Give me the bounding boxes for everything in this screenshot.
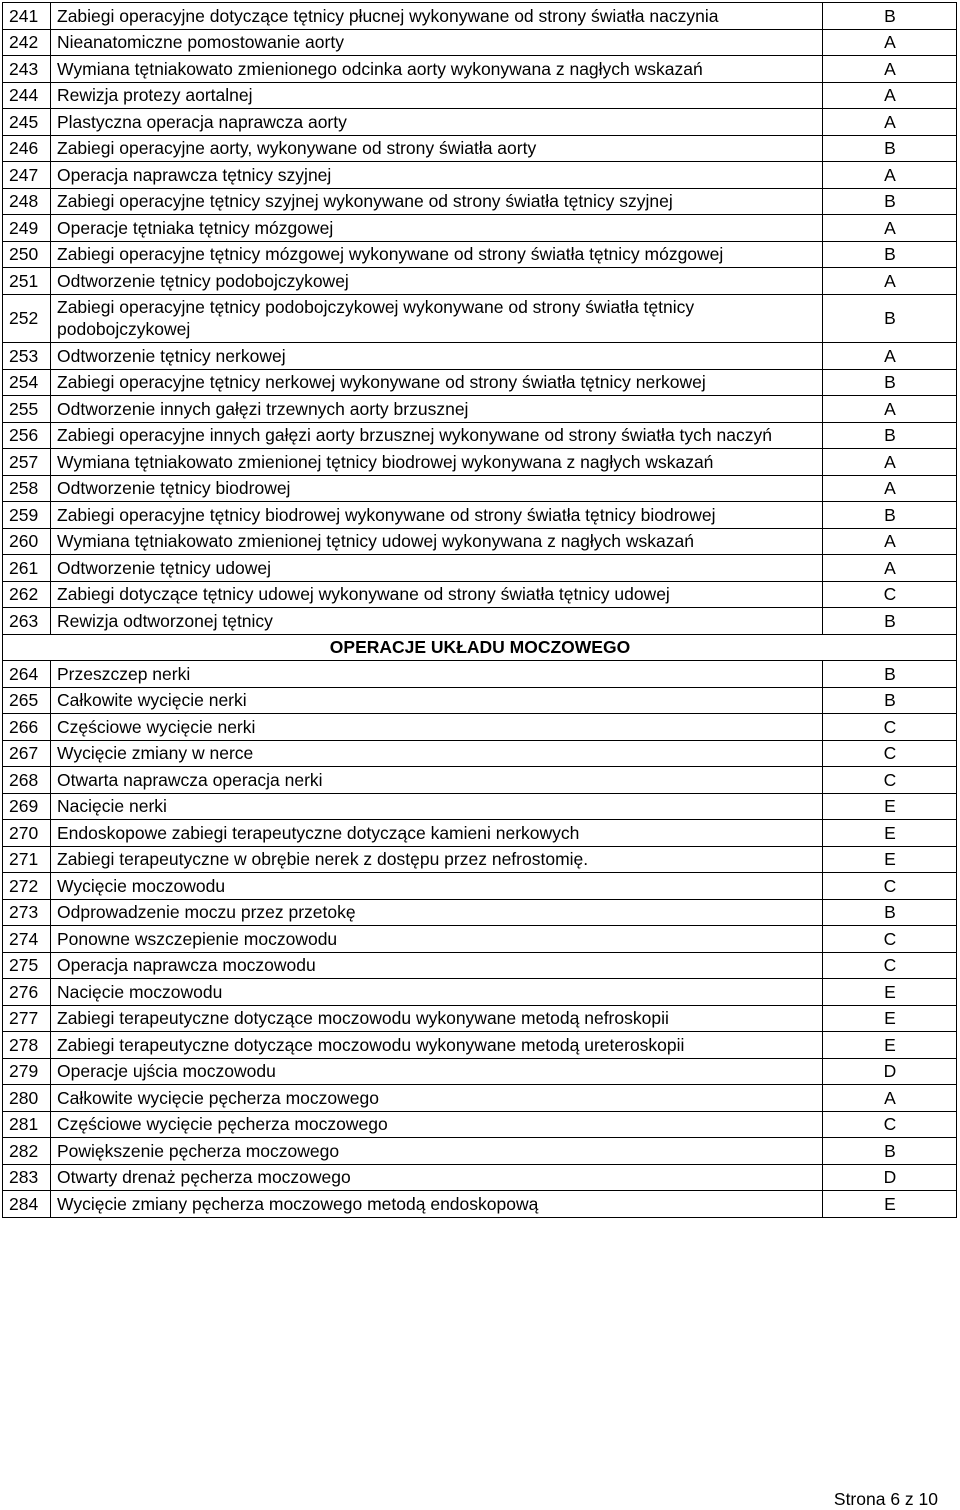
table-row xyxy=(3,294,957,343)
procedure-group: A xyxy=(823,528,957,555)
procedure-number: 242 xyxy=(3,29,51,56)
table-row xyxy=(3,793,957,820)
procedure-name: Częściowe wycięcie pęcherza moczowego xyxy=(51,1111,823,1138)
procedure-number: 245 xyxy=(3,109,51,136)
procedure-name: Endoskopowe zabiegi terapeutyczne dotyczące kamieni nerkowych xyxy=(51,820,823,847)
page-footer: Strona 6 z 10 xyxy=(833,1489,938,1509)
procedure-group: E xyxy=(823,1032,957,1059)
procedure-name: Zabiegi terapeutyczne dotyczące moczowodu wykonywane metodą nefroskopii xyxy=(51,1005,823,1032)
procedure-name: Otwarta naprawcza operacja nerki xyxy=(51,767,823,794)
procedure-group: A xyxy=(823,215,957,242)
table-row xyxy=(3,449,957,476)
procedure-number: 264 xyxy=(3,661,51,688)
table-row xyxy=(3,422,957,449)
table-row xyxy=(3,396,957,423)
procedure-number: 260 xyxy=(3,528,51,555)
procedure-name: Odtworzenie tętnicy nerkowej xyxy=(51,343,823,370)
procedure-name: Całkowite wycięcie pęcherza moczowego xyxy=(51,1085,823,1112)
procedure-group: A xyxy=(823,162,957,189)
procedure-name: Otwarty drenaż pęcherza moczowego xyxy=(51,1164,823,1191)
procedure-name: Zabiegi operacyjne tętnicy podobojczykowej wykonywane od strony światła tętnicy podobojczykowej xyxy=(51,294,823,343)
procedure-number: 280 xyxy=(3,1085,51,1112)
procedure-name: Nacięcie nerki xyxy=(51,793,823,820)
procedure-number: 258 xyxy=(3,475,51,502)
procedure-name: Rewizja protezy aortalnej xyxy=(51,82,823,109)
table-row xyxy=(3,215,957,242)
procedure-name: Rewizja odtworzonej tętnicy xyxy=(51,608,823,635)
table-row xyxy=(3,1111,957,1138)
procedure-number: 265 xyxy=(3,687,51,714)
section-heading-row xyxy=(3,634,957,661)
table-row xyxy=(3,581,957,608)
procedure-group: B xyxy=(823,422,957,449)
procedure-group: B xyxy=(823,899,957,926)
procedure-group: C xyxy=(823,767,957,794)
procedure-group: B xyxy=(823,135,957,162)
procedure-name: Zabiegi operacyjne tętnicy mózgowej wykonywane od strony światła tętnicy mózgowej xyxy=(51,241,823,268)
table-row xyxy=(3,926,957,953)
procedure-number: 256 xyxy=(3,422,51,449)
procedure-group: E xyxy=(823,793,957,820)
procedure-group: B xyxy=(823,241,957,268)
procedure-number: 279 xyxy=(3,1058,51,1085)
procedure-number: 251 xyxy=(3,268,51,295)
table-row xyxy=(3,1032,957,1059)
table-row xyxy=(3,3,957,30)
procedure-group: A xyxy=(823,268,957,295)
procedure-group: B xyxy=(823,3,957,30)
procedure-name: Plastyczna operacja naprawcza aorty xyxy=(51,109,823,136)
table-row xyxy=(3,1191,957,1218)
procedure-number: 282 xyxy=(3,1138,51,1165)
procedure-name: Odtworzenie innych gałęzi trzewnych aorty brzusznej xyxy=(51,396,823,423)
procedure-number: 277 xyxy=(3,1005,51,1032)
procedure-number: 249 xyxy=(3,215,51,242)
procedure-number: 275 xyxy=(3,952,51,979)
section-heading: OPERACJE UKŁADU MOCZOWEGO xyxy=(3,634,957,661)
procedure-name: Nieanatomiczne pomostowanie aorty xyxy=(51,29,823,56)
procedure-number: 254 xyxy=(3,369,51,396)
procedure-group: B xyxy=(823,294,957,343)
procedure-name: Ponowne wszczepienie moczowodu xyxy=(51,926,823,953)
procedure-name: Operacja naprawcza tętnicy szyjnej xyxy=(51,162,823,189)
procedure-number: 253 xyxy=(3,343,51,370)
table-row xyxy=(3,241,957,268)
procedure-name: Nacięcie moczowodu xyxy=(51,979,823,1006)
procedure-number: 248 xyxy=(3,188,51,215)
procedure-group: D xyxy=(823,1058,957,1085)
procedure-number: 241 xyxy=(3,3,51,30)
table-row xyxy=(3,714,957,741)
procedure-name: Zabiegi terapeutyczne w obrębie nerek z dostępu przez nefrostomię. xyxy=(51,846,823,873)
procedure-group: B xyxy=(823,608,957,635)
procedure-number: 243 xyxy=(3,56,51,83)
table-row xyxy=(3,555,957,582)
table-row xyxy=(3,979,957,1006)
table-row xyxy=(3,109,957,136)
table-row xyxy=(3,56,957,83)
table-row xyxy=(3,29,957,56)
procedure-group: B xyxy=(823,661,957,688)
table-row xyxy=(3,369,957,396)
procedure-number: 283 xyxy=(3,1164,51,1191)
table-row xyxy=(3,608,957,635)
procedure-name: Wymiana tętniakowato zmienionej tętnicy biodrowej wykonywana z nagłych wskazań xyxy=(51,449,823,476)
procedure-number: 246 xyxy=(3,135,51,162)
procedure-group: A xyxy=(823,555,957,582)
procedure-number: 268 xyxy=(3,767,51,794)
procedure-number: 271 xyxy=(3,846,51,873)
procedure-name: Zabiegi operacyjne tętnicy szyjnej wykonywane od strony światła tętnicy szyjnej xyxy=(51,188,823,215)
procedure-number: 278 xyxy=(3,1032,51,1059)
procedures-table xyxy=(2,2,957,1218)
procedure-group: C xyxy=(823,1111,957,1138)
table-row xyxy=(3,502,957,529)
table-row xyxy=(3,343,957,370)
table-row xyxy=(3,740,957,767)
table-row xyxy=(3,687,957,714)
table-row xyxy=(3,1085,957,1112)
table-row xyxy=(3,1164,957,1191)
table-row xyxy=(3,899,957,926)
procedure-name: Zabiegi operacyjne aorty, wykonywane od strony światła aorty xyxy=(51,135,823,162)
procedures-table-body-a xyxy=(3,3,957,635)
procedure-group: E xyxy=(823,979,957,1006)
procedure-number: 269 xyxy=(3,793,51,820)
table-row xyxy=(3,952,957,979)
procedure-number: 281 xyxy=(3,1111,51,1138)
procedure-group: E xyxy=(823,846,957,873)
table-row xyxy=(3,661,957,688)
table-row xyxy=(3,767,957,794)
procedure-group: A xyxy=(823,29,957,56)
procedure-number: 267 xyxy=(3,740,51,767)
procedure-name: Całkowite wycięcie nerki xyxy=(51,687,823,714)
section-heading-row-group xyxy=(3,634,957,661)
procedure-number: 284 xyxy=(3,1191,51,1218)
procedure-name: Odtworzenie tętnicy biodrowej xyxy=(51,475,823,502)
procedure-number: 257 xyxy=(3,449,51,476)
procedure-number: 274 xyxy=(3,926,51,953)
procedure-number: 272 xyxy=(3,873,51,900)
procedure-name: Operacje ujścia moczowodu xyxy=(51,1058,823,1085)
table-row xyxy=(3,1005,957,1032)
procedure-number: 276 xyxy=(3,979,51,1006)
table-row xyxy=(3,1058,957,1085)
procedure-group: C xyxy=(823,714,957,741)
procedure-name: Zabiegi operacyjne tętnicy nerkowej wykonywane od strony światła tętnicy nerkowej xyxy=(51,369,823,396)
procedure-number: 273 xyxy=(3,899,51,926)
procedure-name: Powiększenie pęcherza moczowego xyxy=(51,1138,823,1165)
procedure-name: Odtworzenie tętnicy podobojczykowej xyxy=(51,268,823,295)
table-row xyxy=(3,1138,957,1165)
procedure-number: 250 xyxy=(3,241,51,268)
procedure-group: C xyxy=(823,952,957,979)
procedure-group: A xyxy=(823,449,957,476)
procedure-group: E xyxy=(823,1191,957,1218)
procedure-name: Wycięcie moczowodu xyxy=(51,873,823,900)
procedure-name: Przeszczep nerki xyxy=(51,661,823,688)
procedure-name: Zabiegi operacyjne innych gałęzi aorty brzusznej wykonywane od strony światła tych naczyń xyxy=(51,422,823,449)
procedure-group: E xyxy=(823,820,957,847)
table-row xyxy=(3,528,957,555)
procedure-number: 263 xyxy=(3,608,51,635)
procedure-number: 244 xyxy=(3,82,51,109)
procedure-group: B xyxy=(823,188,957,215)
procedure-name: Zabiegi terapeutyczne dotyczące moczowodu wykonywane metodą ureteroskopii xyxy=(51,1032,823,1059)
procedure-name: Zabiegi operacyjne dotyczące tętnicy płucnej wykonywane od strony światła naczynia xyxy=(51,3,823,30)
procedure-group: E xyxy=(823,1005,957,1032)
procedure-group: D xyxy=(823,1164,957,1191)
procedure-number: 255 xyxy=(3,396,51,423)
table-row xyxy=(3,188,957,215)
procedure-name: Odprowadzenie moczu przez przetokę xyxy=(51,899,823,926)
table-row xyxy=(3,162,957,189)
table-row xyxy=(3,846,957,873)
table-row xyxy=(3,873,957,900)
procedure-name: Częściowe wycięcie nerki xyxy=(51,714,823,741)
procedure-group: C xyxy=(823,926,957,953)
procedure-name: Wymiana tętniakowato zmienionej tętnicy udowej wykonywana z nagłych wskazań xyxy=(51,528,823,555)
procedure-name: Operacje tętniaka tętnicy mózgowej xyxy=(51,215,823,242)
procedure-name: Wycięcie zmiany w nerce xyxy=(51,740,823,767)
procedure-name: Zabiegi dotyczące tętnicy udowej wykonywane od strony światła tętnicy udowej xyxy=(51,581,823,608)
table-row xyxy=(3,268,957,295)
table-row xyxy=(3,82,957,109)
procedures-table-body-b xyxy=(3,661,957,1218)
procedure-number: 266 xyxy=(3,714,51,741)
procedure-name: Zabiegi operacyjne tętnicy biodrowej wykonywane od strony światła tętnicy biodrowej xyxy=(51,502,823,529)
procedure-group: A xyxy=(823,396,957,423)
procedure-number: 259 xyxy=(3,502,51,529)
procedure-name: Odtworzenie tętnicy udowej xyxy=(51,555,823,582)
procedure-number: 270 xyxy=(3,820,51,847)
procedure-group: A xyxy=(823,1085,957,1112)
procedure-group: C xyxy=(823,581,957,608)
table-row xyxy=(3,820,957,847)
procedure-name: Wycięcie zmiany pęcherza moczowego metodą endoskopową xyxy=(51,1191,823,1218)
table-row xyxy=(3,135,957,162)
procedure-number: 261 xyxy=(3,555,51,582)
procedure-number: 247 xyxy=(3,162,51,189)
procedure-group: B xyxy=(823,502,957,529)
procedure-group: A xyxy=(823,109,957,136)
table-row xyxy=(3,475,957,502)
procedure-number: 262 xyxy=(3,581,51,608)
procedure-number: 252 xyxy=(3,294,51,343)
procedure-group: A xyxy=(823,56,957,83)
procedure-group: A xyxy=(823,343,957,370)
procedure-group: B xyxy=(823,369,957,396)
procedure-name: Wymiana tętniakowato zmienionego odcinka aorty wykonywana z nagłych wskazań xyxy=(51,56,823,83)
procedure-name: Operacja naprawcza moczowodu xyxy=(51,952,823,979)
procedure-group: A xyxy=(823,475,957,502)
procedure-group: C xyxy=(823,740,957,767)
procedure-group: B xyxy=(823,687,957,714)
procedure-group: B xyxy=(823,1138,957,1165)
procedure-group: A xyxy=(823,82,957,109)
procedure-group: C xyxy=(823,873,957,900)
